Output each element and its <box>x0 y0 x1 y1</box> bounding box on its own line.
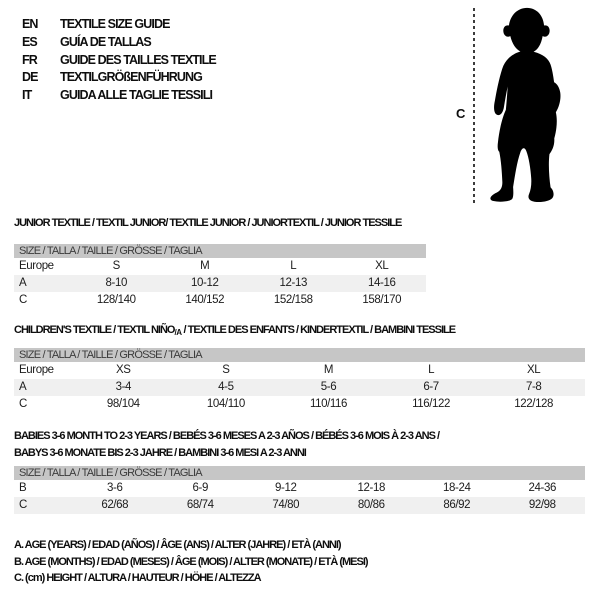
size-cell: 74/80 <box>272 499 300 511</box>
size-cell: 6-9 <box>192 482 208 494</box>
size-cell: 116/122 <box>412 398 451 410</box>
size-cell: 18-24 <box>443 482 471 494</box>
footnote-a: A. AGE (YEARS) / EDAD (AÑOS) / ÂGE (ANS) / ALTER (JAHRE) / ETÀ (ANNI) <box>14 539 341 551</box>
size-cell: 3-4 <box>115 381 131 393</box>
row-label: C <box>19 398 27 410</box>
children-size-table <box>14 348 585 413</box>
size-cell: 14-16 <box>368 277 396 289</box>
size-cell: XS <box>116 364 131 376</box>
language-row <box>22 34 216 52</box>
children-title-text: CHILDREN'S TEXTILE / TEXTIL NIÑO <box>14 324 175 336</box>
table-row <box>14 497 585 514</box>
language-label: GUIDA ALLE TAGLIE TESSILI <box>60 88 213 103</box>
size-cell: 8-10 <box>105 277 127 289</box>
table-row <box>14 362 585 379</box>
size-header-bar: SIZE / TALLA / TAILLE / GRÖSSE / TAGLIA <box>14 244 426 258</box>
table-row <box>14 292 426 309</box>
language-row <box>22 52 216 70</box>
size-cell: 86/92 <box>443 499 471 511</box>
table-row <box>14 379 585 396</box>
size-cell: 10-12 <box>191 277 219 289</box>
size-cell: 7-8 <box>525 381 542 393</box>
footnote-list <box>14 537 368 587</box>
size-cell: S <box>222 364 230 376</box>
toddler-silhouette-icon <box>483 6 571 206</box>
size-cell: 24-36 <box>528 482 556 494</box>
language-list <box>22 16 216 105</box>
children-title-subscript: /A <box>174 328 182 337</box>
language-label: TEXTILE SIZE GUIDE <box>60 17 170 31</box>
size-cell: 5-6 <box>320 381 337 393</box>
babies-title-line1: BABIES 3-6 MONTH TO 2-3 YEARS / BEBÉS 3-6 MESES A 2-3 AÑOS / BÉBÉS 3-6 MOIS À 2-3 ANS / <box>14 430 440 442</box>
children-title-text: / TEXTILE DES ENFANTS / KINDERTEXTIL / BAMBINI TESSILE <box>181 324 456 336</box>
babies-title-line2: BABYS 3-6 MONATE BIS 2-3 JAHRE / BAMBINI 3-6 MESI A 2-3 ANNI <box>14 446 306 459</box>
height-measure-dashed-line <box>473 8 475 204</box>
size-cell: L <box>290 260 297 272</box>
size-cell: 12-18 <box>357 482 385 494</box>
children-table-title <box>14 324 455 337</box>
height-measure-label: C <box>456 106 466 121</box>
footnote-b: B. AGE (MONTHS) / EDAD (MESES) / ÂGE (MOIS) / ALTER (MONATE) / ETÀ (MESI) <box>14 555 368 568</box>
size-cell: M <box>200 260 210 272</box>
size-cell: 4-5 <box>218 381 234 393</box>
size-cell: 104/110 <box>206 398 245 410</box>
size-cell: 9-12 <box>275 482 297 494</box>
table-row <box>14 480 585 497</box>
table-row <box>14 275 426 292</box>
size-cell: 140/152 <box>185 294 225 306</box>
language-row <box>22 87 216 105</box>
language-label: TEXTILGRÖßENFÜHRUNG <box>60 70 202 85</box>
language-code: ES <box>22 34 37 49</box>
size-cell: 3-6 <box>107 482 123 494</box>
language-code: FR <box>22 52 37 67</box>
table-row <box>14 258 426 275</box>
size-cell: 122/128 <box>514 398 554 410</box>
language-code: DE <box>22 70 38 85</box>
row-label: A <box>19 277 27 289</box>
row-label: Europe <box>19 364 54 376</box>
size-cell: 62/68 <box>101 499 129 511</box>
size-cell: M <box>323 364 334 376</box>
junior-table-title: JUNIOR TEXTILE / TEXTIL JUNIOR/ TEXTILE JUNIOR / JUNIORTEXTIL / JUNIOR TESSILE <box>14 217 402 229</box>
size-cell: S <box>112 260 120 272</box>
table-row <box>14 396 585 413</box>
size-cell: 68/74 <box>186 499 214 511</box>
size-header-bar: SIZE / TALLA / TAILLE / GRÖSSE / TAGLIA <box>14 348 585 362</box>
babies-table-title <box>14 428 439 461</box>
size-cell: 98/104 <box>106 398 140 410</box>
size-cell: 6-7 <box>423 381 439 393</box>
babies-size-table <box>14 466 585 514</box>
language-row <box>22 69 216 87</box>
row-label: B <box>19 482 27 494</box>
footnote-c: C. (cm) HEIGHT / ALTURA / HAUTEUR / HÖHE / ALTEZZA <box>14 572 261 585</box>
language-row <box>22 16 216 34</box>
size-cell: XL <box>375 260 389 272</box>
row-label: C <box>19 499 27 511</box>
language-label: GUIDE DES TAILLES TEXTILE <box>60 52 216 67</box>
language-label: GUÍA DE TALLAS <box>60 34 151 49</box>
language-code: EN <box>22 17 38 31</box>
size-cell: 128/140 <box>96 294 136 306</box>
size-cell: 80/86 <box>357 499 385 511</box>
size-cell: 152/158 <box>273 294 313 306</box>
junior-size-table <box>14 244 426 309</box>
row-label: C <box>19 294 27 306</box>
size-cell: 12-13 <box>279 277 307 289</box>
size-cell: XL <box>527 364 541 376</box>
size-cell: 92/98 <box>528 499 556 511</box>
size-cell: 110/116 <box>309 398 348 410</box>
size-cell: L <box>428 364 435 376</box>
row-label: Europe <box>19 260 54 272</box>
language-code: IT <box>22 88 32 103</box>
row-label: A <box>19 381 27 393</box>
size-cell: 158/170 <box>362 294 402 306</box>
size-header-bar: SIZE / TALLA / TAILLE / GRÖSSE / TAGLIA <box>14 466 585 480</box>
